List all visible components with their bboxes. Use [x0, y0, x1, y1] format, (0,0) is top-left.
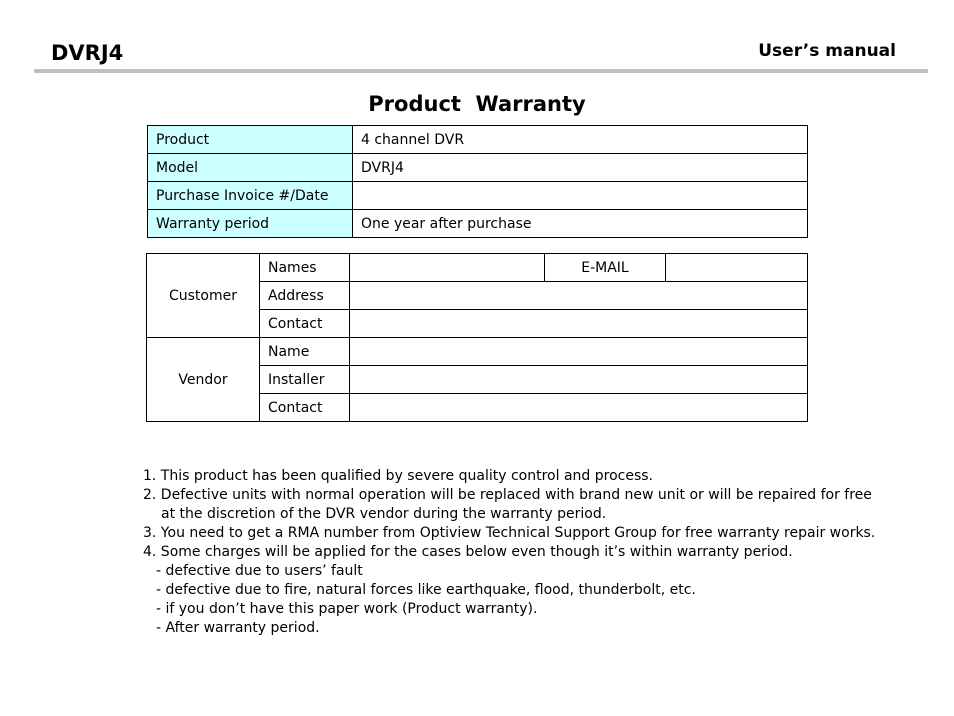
vendor-installer-label: Installer [260, 366, 350, 394]
customer-contact-label: Contact [260, 310, 350, 338]
note-line: 1. This product has been qualified by severe quality control and process. [143, 468, 653, 484]
customer-names-label: Names [260, 254, 350, 282]
customer-names-field[interactable] [350, 254, 545, 282]
customer-address-field[interactable] [350, 282, 808, 310]
purchase-invoice-value[interactable] [353, 182, 808, 210]
page-title: Product Warranty [368, 92, 586, 116]
vendor-contact-label: Contact [260, 394, 350, 422]
purchase-invoice-label: Purchase Invoice #/Date [148, 182, 353, 210]
vendor-installer-field[interactable] [350, 366, 808, 394]
table-row [147, 338, 808, 366]
customer-address-label: Address [260, 282, 350, 310]
header-divider [34, 69, 928, 73]
note-subitem: - After warranty period. [156, 620, 320, 636]
customer-vendor-table [146, 253, 808, 422]
product-info-table [147, 125, 808, 238]
model-label: Model [148, 154, 353, 182]
customer-email-field[interactable] [666, 254, 808, 282]
customer-contact-field[interactable] [350, 310, 808, 338]
warranty-notes [143, 467, 875, 638]
note-line: 3. You need to get a RMA number from Optiview Technical Support Group for free warranty repair works. [143, 525, 876, 541]
note-subitem: - defective due to fire, natural forces like earthquake, flood, thunderbolt, etc. [156, 582, 696, 598]
customer-email-label: E-MAIL [545, 254, 666, 282]
note-line: 2. Defective units with normal operation will be replaced with brand new unit or will be repaired for free [143, 487, 872, 503]
product-value: 4 channel DVR [353, 126, 808, 154]
table-row [148, 126, 808, 154]
vendor-contact-field[interactable] [350, 394, 808, 422]
vendor-group-label: Vendor [147, 338, 260, 422]
model-value: DVRJ4 [353, 154, 808, 182]
warranty-period-label: Warranty period [148, 210, 353, 238]
table-row [147, 254, 808, 282]
note-line: 4. Some charges will be applied for the cases below even though it’s within warranty period. [143, 544, 793, 560]
note-subitem: - if you don’t have this paper work (Product warranty). [156, 601, 538, 617]
product-label: Product [148, 126, 353, 154]
note-line: at the discretion of the DVR vendor during the warranty period. [161, 506, 607, 522]
header-doc-type: User’s manual [758, 41, 896, 61]
vendor-name-label: Name [260, 338, 350, 366]
warranty-period-value: One year after purchase [353, 210, 808, 238]
table-row [148, 154, 808, 182]
table-row [148, 182, 808, 210]
customer-group-label: Customer [147, 254, 260, 338]
note-subitem: - defective due to users’ fault [156, 563, 363, 579]
header-model: DVRJ4 [51, 41, 124, 65]
table-row [148, 210, 808, 238]
vendor-name-field[interactable] [350, 338, 808, 366]
